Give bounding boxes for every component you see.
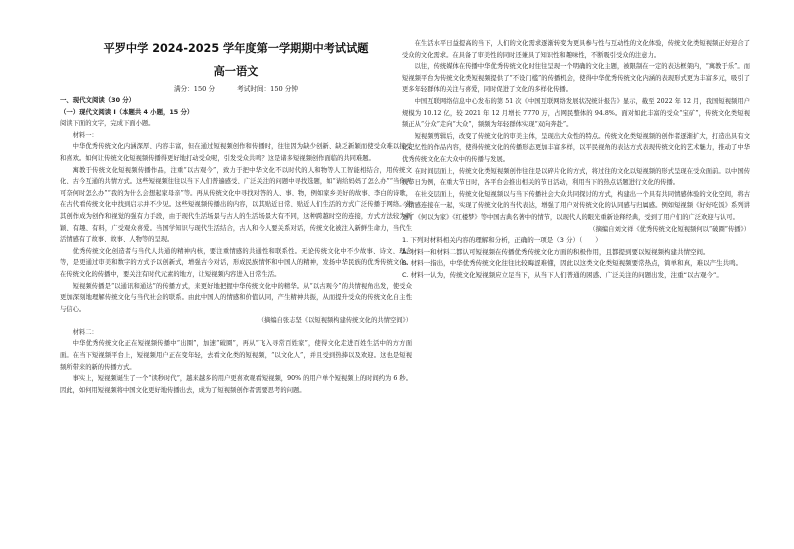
paragraph: 在时间层面上，传统文化类短视频创作往往是以碎片化的方式，将过往的文化以短视频的形式呈现在受众面前。以中国传统节日为例，在重大节日时，各平台会推出相关的节日活动，利用当下的热点话题进行文化的传播。 — [402, 167, 750, 187]
paragraph: 事实上，短视频诞生了一个“读秒时代”，越来越多的用户更喜欢观看短视频，90% 的用户单个短视频上的时间约为 6 秒。因此，如何用短视频将中国文化更好地传播出去，成为了短视频创作者需要思考的问题。 — [60, 375, 412, 394]
paragraph: 以往，传统媒体在传播中华优秀传统文化时往往呈现一个明确的文化主题，被限制在一定的表达框架内，“寓教于乐”。而短视频平台为传统文化类短视频提供了“不设门槛”的传播机会，使得中华优秀传统文化内涵的表现形式更为丰富多元，吸引了更多年轻群体的关注与喜爱，同时促进了文化的多样化传播。 — [402, 63, 750, 94]
right-column — [402, 38, 750, 281]
exam-title: 平罗中学 2024-2025 学年度第一学期期中考试试题 — [103, 42, 369, 55]
paragraph: 中华优秀传统文化正在短视频传播中“出圈”，加速“破圈”，再从“飞入寻常百姓家”，使得文化走进百姓生活中的方方面面。在当下短视频平台上，短视频用户正在变年轻，去看文化类的短视频，“以文化人”，并且受到热捧以及欢迎。这也是短视频所带来的新的传播方式。 — [60, 340, 412, 371]
instruction: 阅读下面的文字，完成下面小题。 — [60, 120, 155, 128]
material-label: 材料一： — [72, 131, 98, 139]
paragraph: 优秀传统文化创造者与当代人共通的精神内核，要注重情感的共通性和联系性。无论传统文化中不少故事、诗文、理念等，是更通过审美和数字的方式予以创新式，增强古今对话，形成民族情怀和中国人的精神，发扬中华民族的优秀传统文化。在传统文化的传播中，要关注有时代元素的地方，让短视频内容进入日常生活。 — [60, 247, 412, 278]
exam-subtitle: 高一语文 — [213, 65, 259, 78]
paragraph: 短视频传播是“以通讯和通达”的传播方式，来更好地把握中华传统文化中的精华。从“以古观今”的共情视角出发，使受众更加深刻地理解传统文化与当代社会的联系。由此中国人的情感和价值认同，产生精神共振，从而提升受众的传统文化自主性与信心。 — [60, 282, 412, 313]
exam-meta — [60, 83, 412, 93]
full-score: 满分：150 分 — [173, 85, 216, 93]
citation: （摘编自张志坚《以短视频构建传统文化的共情空间》） — [257, 317, 412, 325]
paragraph: 中国互联网络信息中心发布的第 51 次《中国互联网络发展状况统计报告》显示，截至 2022 年 12 月，我国短视频用户规模为 10.12 亿，较 2021 年 12 月增长 7770 万，占网民整体的 94.8%。面对如此丰富的受众“宝矿”，传统文化类短视频正从“分众”走向“大众”，频频为年轻群体实现“双向奔赴”。 — [402, 97, 750, 129]
paragraph: 寓教于传统文化短视频传播作品，注重“以古观今”，致力于把中华文化不以时代的人和物等人工智能相结合，用传统文化、古今互通的共情方式。这些短视频往往以当下人们普遍感受、广泛关注的问题中寻找选题，如“请给妈妈了怎么办”“当你无可奈何时怎么办”“我的为什么会想起家母亲”等。再从传统文化中寻找对答的人、事、物，例如家乡美好的故事、李白的诗歌，在古代看传统文化中找到启示并不少见。这些短视频传播出的内容，以其贴近日常、贴近人们生活的方式广泛传播于网络。使其创作成为创作和视觉的强有力手段，由于现代生活场景与古人的生活场景大有不同，这种跨越时空的连接，方式方法较为新颖、有趣、有料，广受观众喜爱。当国学知识与现代生活结合，古人和今人要关系对话，传统文化被注入新鲜生命力，当代生活情感有了故事、故事、人物等的呈现。 — [60, 166, 412, 244]
option-a: A. 材料一和材料二都认可短视频在传播优秀传统文化方面的积极作用，且都提到要以短视频构建共情空间。 — [402, 247, 710, 256]
exam-time: 考试时间：150 分钟 — [237, 85, 298, 93]
paragraph: 在社交层面上，传统文化短视频以与当下传播社会大众共同探讨的方式，构建出一个具有共同情感体验的文化空间，将古今情感连接在一起，实现了传统文化的当代表达，增强了用户对传统文化的认同感与归属感。例如短视频《好好吃饭》系列讲述了《何以为家》《红楼梦》等中国古典名著中的情节，以现代人的眼光重新诠释经典，受到了用户们的广泛欢迎与认可。 — [402, 190, 750, 221]
subsection-heading: （一）现代文阅读 I（本题共 4 小题，15 分） — [60, 107, 194, 116]
material-label: 材料二： — [72, 328, 98, 336]
paragraph: 短视频剪辑后，改变了传统文化的审美主体，呈现出大众性的特点。传统文化类短视频的创作者逐渐扩大，打造出具有文化记忆性的作品内容，使得传统文化的传播形态更加丰富多样，以平民视角的表达方式表现传统文化的艺术魅力，推动了中华优秀传统文化在大众中的传播与发展。 — [402, 132, 750, 163]
question-stem: 1. 下列对材料相关内容的理解和分析，正确的一项是（3 分）（ ） — [402, 236, 602, 245]
paragraph: 中华优秀传统文化内涵深厚、内容丰富，但在通过短视频创作和传播时，往往因为缺少创新、缺乏新颖而使受众难以接受和喜欢。如何让传统文化短视频传播得更好地打动受众呢，引发受众共鸣？这是诸多短视频创作面临的共同难题。 — [60, 143, 412, 162]
section-heading: 一、现代文阅读（30 分） — [60, 96, 136, 104]
left-column — [60, 95, 412, 396]
paragraph: 在生活水平日益提高的当下，人们的文化需求逐渐转变为更具参与性与互动性的文化体验，传统文化类短视频正好迎合了受众的文化需求。在具备了审美性的同时还兼具了知识性和趣味性，不断吸引受众的注意力。 — [402, 40, 750, 59]
option-b: B. 材料一指出，中华优秀传统文化往往比较晦涩难懂，因此以这类文化类短视频要常热点，简单和真，难以产生共鸣。 — [402, 259, 743, 268]
citation: （摘编自刘文祥《优秀传统文化短视频何以“破圈”传播》） — [589, 225, 750, 233]
option-c: C. 材料一认为，传统文化短视频应立足当下，从当下人们普通的困惑、广泛关注的问题出发，注重“以古观今”。 — [402, 270, 723, 279]
